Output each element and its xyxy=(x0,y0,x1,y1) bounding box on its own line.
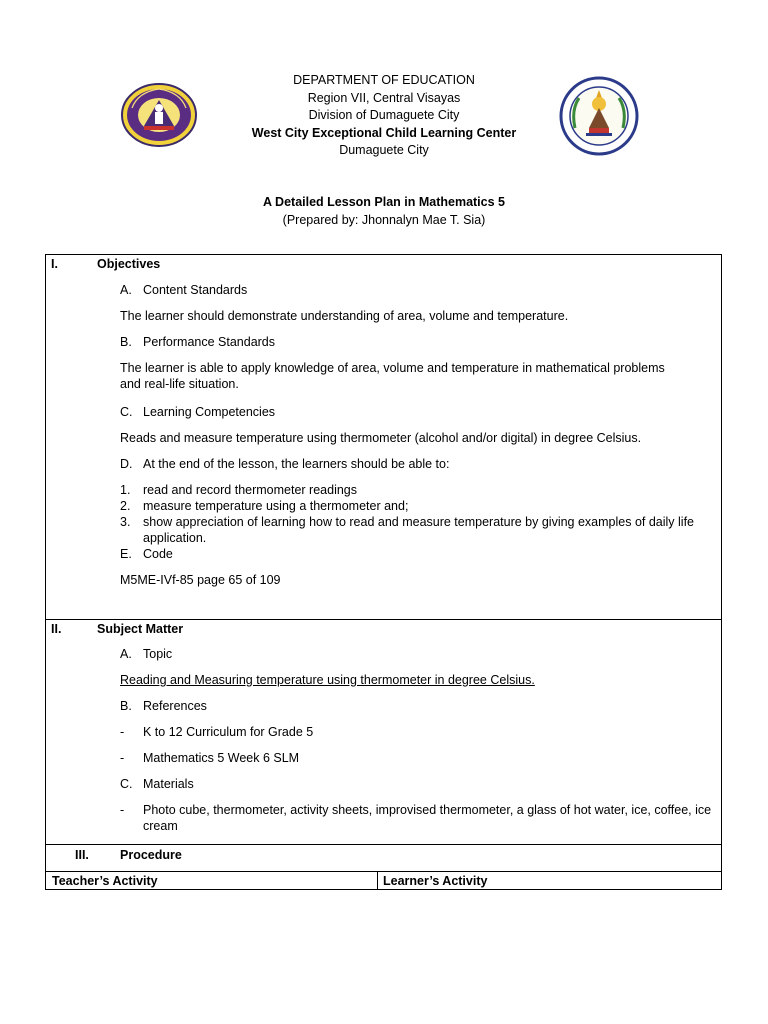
item-letter: C. xyxy=(120,777,133,791)
header-city: Dumaguete City xyxy=(339,143,429,157)
section-subject-matter xyxy=(45,619,722,845)
learner-activity-header: Learner’s Activity xyxy=(383,874,488,888)
content-standards-label: Content Standards xyxy=(143,283,248,297)
header-school: West City Exceptional Child Learning Center xyxy=(251,125,517,140)
list-dash: - xyxy=(120,725,125,739)
item-letter: A. xyxy=(120,283,132,297)
performance-standards-text: The learner is able to apply knowledge of area, volume and temperature in mathematical problems and real-life situation. xyxy=(120,361,665,391)
topic-text: Reading and Measuring temperature using thermometer in degree Celsius. xyxy=(120,673,535,687)
list-item: read and record thermometer readings xyxy=(143,483,358,497)
item-letter: B. xyxy=(120,335,132,349)
reference-item: K to 12 Curriculum for Grade 5 xyxy=(143,725,314,739)
references-label: References xyxy=(143,699,207,713)
header-department: DEPARTMENT OF EDUCATION xyxy=(293,73,475,87)
item-letter: A. xyxy=(120,647,132,661)
materials-text: Photo cube, thermometer, activity sheets, improvised thermometer, a glass of hot water, ice, coffee, ice cream xyxy=(143,803,712,833)
activity-header-row xyxy=(45,871,722,890)
prepared-by: (Prepared by: Jhonnalyn Mae T. Sia) xyxy=(282,213,486,227)
list-number: 2. xyxy=(120,499,131,513)
list-number: 3. xyxy=(120,515,131,529)
content-standards-text: The learner should demonstrate understanding of area, volume and temperature. xyxy=(120,309,569,323)
section-objectives xyxy=(45,254,722,620)
section-heading: Objectives xyxy=(97,257,161,271)
section-number: III. xyxy=(75,848,89,862)
item-letter: E. xyxy=(120,547,132,561)
code-label: Code xyxy=(143,547,173,561)
list-number: 1. xyxy=(120,483,131,497)
code-value: M5ME-IVf-85 page 65 of 109 xyxy=(120,573,281,587)
performance-standards-label: Performance Standards xyxy=(143,335,276,349)
column-divider xyxy=(377,872,378,889)
topic-label: Topic xyxy=(143,647,173,661)
list-item: measure temperature using a thermometer and; xyxy=(143,499,409,513)
learning-competencies-label: Learning Competencies xyxy=(143,405,276,419)
header-region: Region VII, Central Visayas xyxy=(307,90,461,105)
teacher-activity-header: Teacher’s Activity xyxy=(52,874,158,888)
list-dash: - xyxy=(120,803,125,817)
section-procedure xyxy=(45,844,722,872)
section-heading: Procedure xyxy=(120,848,182,862)
document-title: A Detailed Lesson Plan in Mathematics 5 xyxy=(263,195,505,209)
item-letter: C. xyxy=(120,405,133,419)
section-heading: Subject Matter xyxy=(97,622,184,636)
section-number: II. xyxy=(51,622,62,636)
learning-competencies-text: Reads and measure temperature using thermometer (alcohol and/or digital) in degree Celsius. xyxy=(120,431,642,445)
item-letter: D. xyxy=(120,457,133,471)
reference-item: Mathematics 5 Week 6 SLM xyxy=(143,751,300,765)
list-dash: - xyxy=(120,751,125,765)
materials-label: Materials xyxy=(143,777,194,791)
section-number: I. xyxy=(51,257,58,271)
learning-objectives-label: At the end of the lesson, the learners should be able to: xyxy=(143,457,450,471)
item-letter: B. xyxy=(120,699,132,713)
header-division: Division of Dumaguete City xyxy=(308,108,460,122)
list-item: show appreciation of learning how to read and measure temperature by giving examples of daily life application. xyxy=(143,515,695,545)
